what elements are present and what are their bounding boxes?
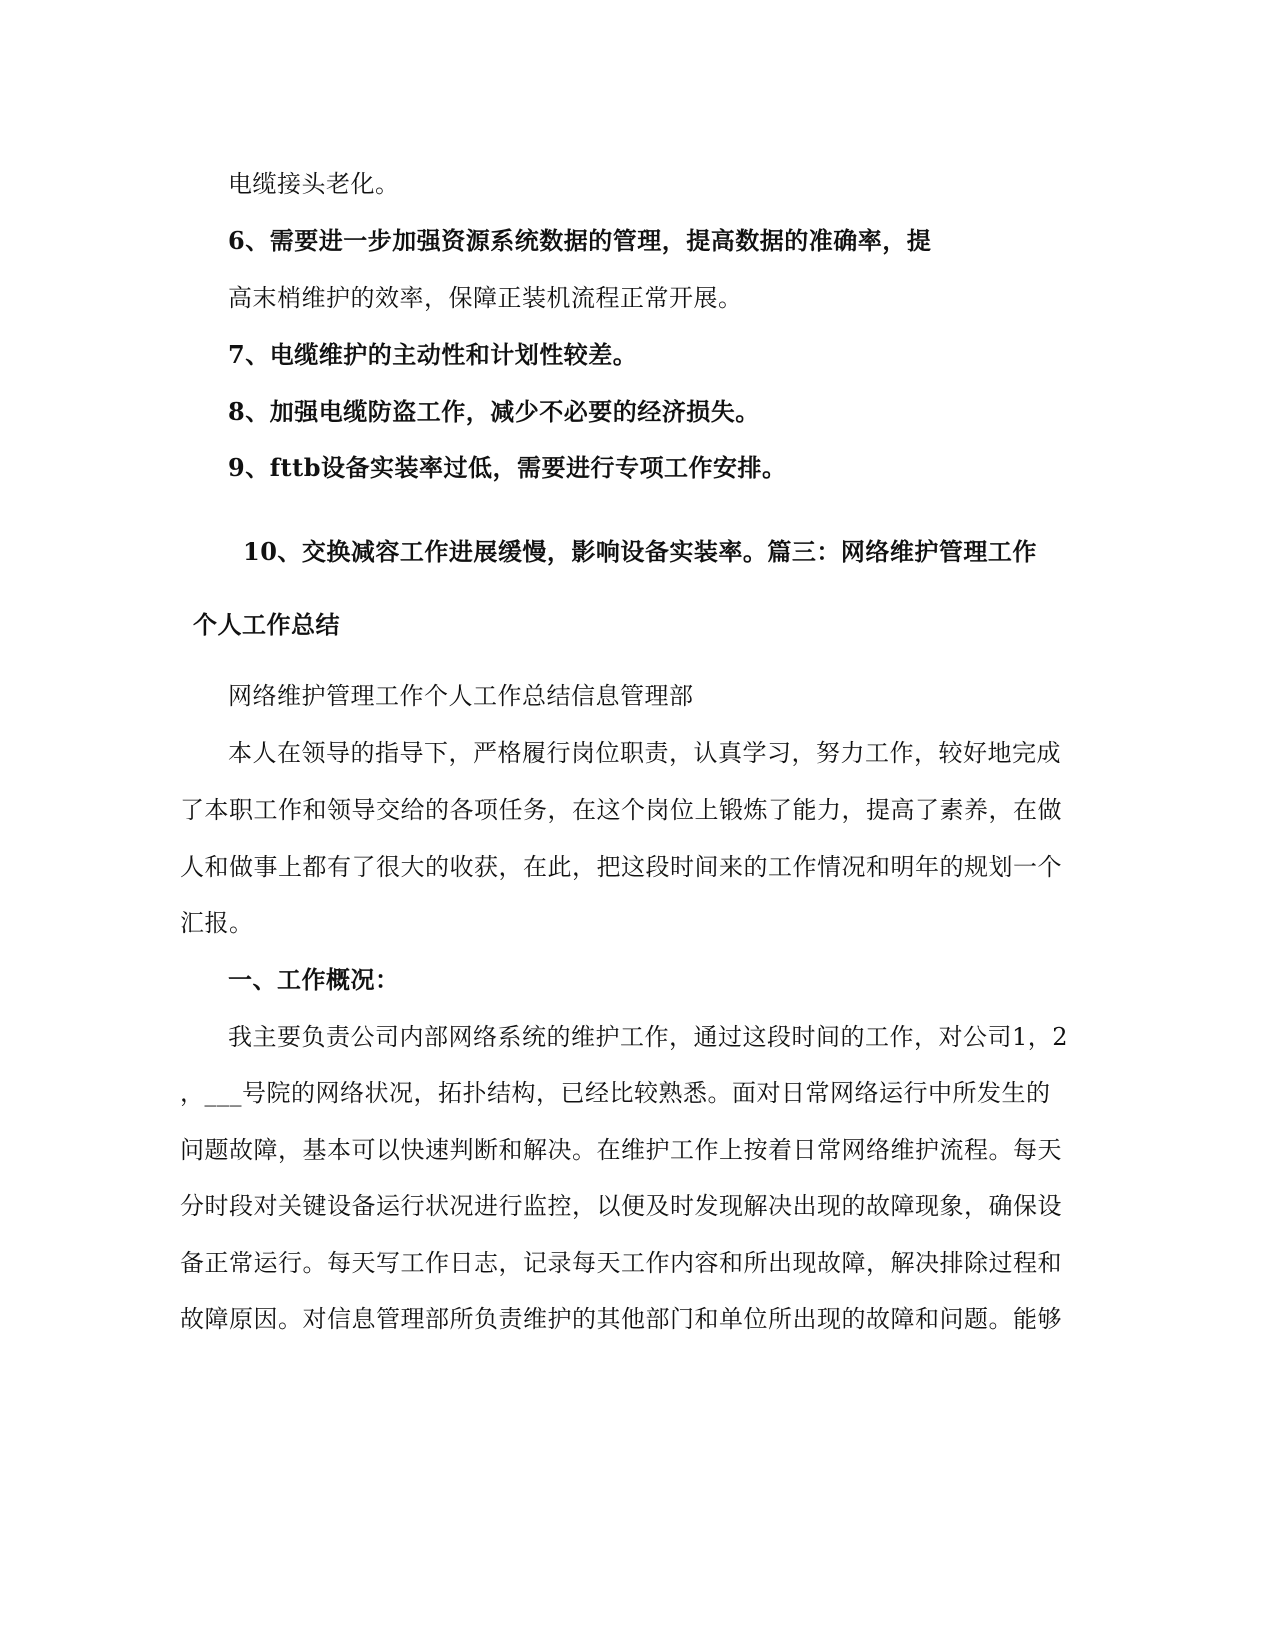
subtitle: 网络维护管理工作个人工作总结信息管理部 [228, 682, 694, 710]
list-item-7: 7、电缆维护的主动性和计划性较差。 [228, 340, 638, 369]
paragraph-line: 备正常运行。每天写工作日志，记录每天工作内容和所出现故障，解决排除过程和 [180, 1249, 1062, 1277]
text-line: 电缆接头老化。 [228, 170, 400, 198]
paragraph-line: 人和做事上都有了很大的收获，在此，把这段时间来的工作情况和明年的规划一个 [180, 853, 1062, 881]
list-item-10: 10、交换减容工作进展缓慢，影响设备实装率。篇三：网络维护管理工作 [243, 537, 1037, 566]
text-line: 高末梢维护的效率，保障正装机流程正常开展。 [228, 284, 743, 312]
paragraph-line: 了本职工作和领导交给的各项任务，在这个岗位上锻炼了能力，提高了素养，在做 [180, 796, 1062, 824]
list-item-9: 9、fttb设备实装率过低，需要进行专项工作安排。 [228, 453, 787, 482]
paragraph-line: 问题故障，基本可以快速判断和解决。在维护工作上按着日常网络维护流程。每天 [180, 1136, 1062, 1164]
paragraph-line: 故障原因。对信息管理部所负责维护的其他部门和单位所出现的故障和问题。能够 [180, 1305, 1062, 1333]
paragraph-line: 本人在领导的指导下，严格履行岗位职责，认真学习，努力工作，较好地完成 [228, 739, 1061, 767]
list-item-6: 6、需要进一步加强资源系统数据的管理，提高数据的准确率，提 [228, 226, 932, 255]
section-heading: 个人工作总结 [193, 610, 340, 639]
list-item-8: 8、加强电缆防盗工作，减少不必要的经济损失。 [228, 397, 760, 426]
paragraph-line: 汇报。 [180, 909, 254, 937]
paragraph-line: 我主要负责公司内部网络系统的维护工作，通过这段时间的工作，对公司1，2 [228, 1023, 1069, 1051]
paragraph-line: ，___号院的网络状况，拓扑结构，已经比较熟悉。面对日常网络运行中所发生的 [180, 1079, 1051, 1107]
paragraph-line: 分时段对关键设备运行状况进行监控，以便及时发现解决出现的故障现象，确保设 [180, 1192, 1062, 1220]
section-heading: 一、工作概况： [228, 965, 400, 994]
